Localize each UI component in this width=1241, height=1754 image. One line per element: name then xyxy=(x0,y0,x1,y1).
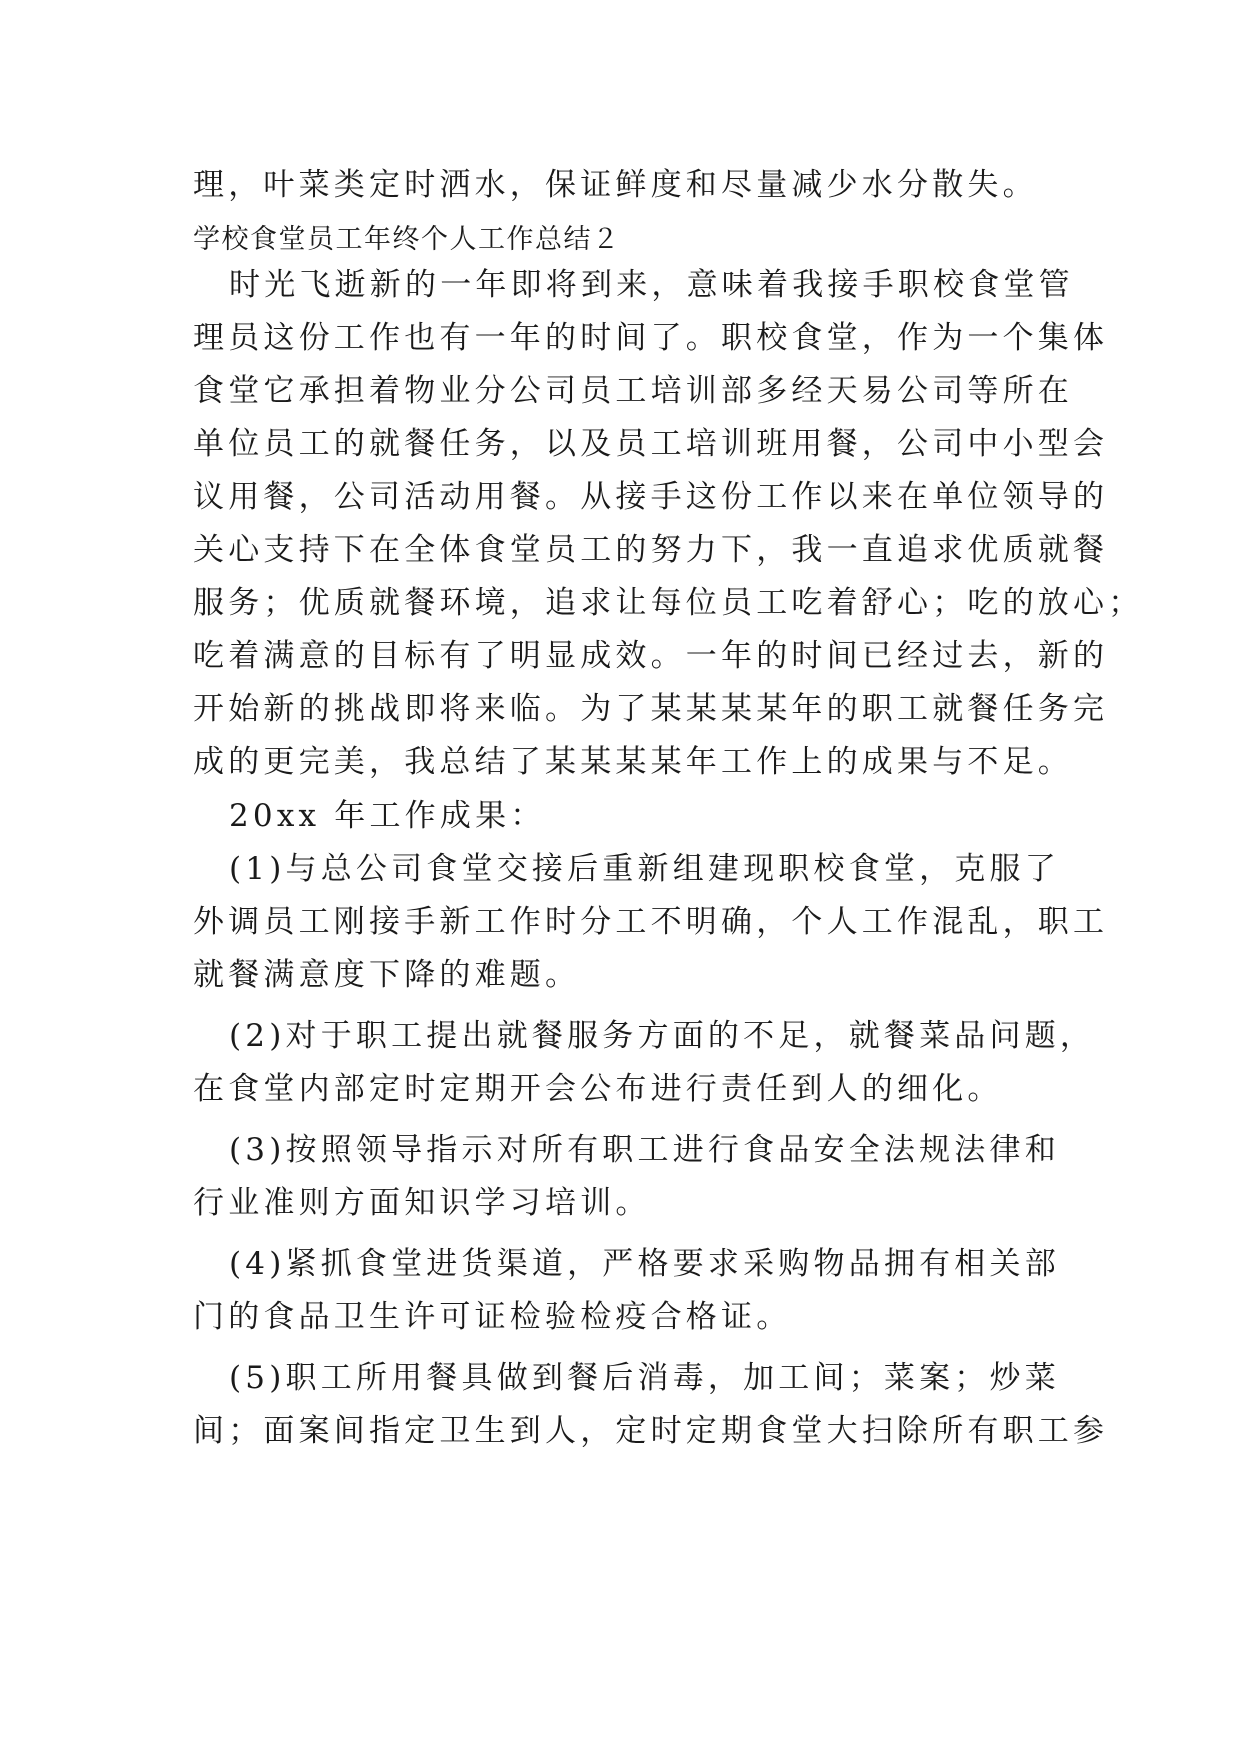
paragraph-line: 单位员工的就餐任务，以及员工培训班用餐，公司中小型会 xyxy=(193,426,1109,462)
paragraph-line: 理员这份工作也有一年的时间了。职校食堂，作为一个集体 xyxy=(193,320,1109,356)
list-item-line: 行业准则方面知识学习培训。 xyxy=(193,1185,651,1221)
list-item-line: 间；面案间指定卫生到人，定时定期食堂大扫除所有职工参 xyxy=(193,1413,1109,1449)
section-title: 学校食堂员工年终个人工作总结２ xyxy=(193,224,621,255)
list-item-line: (3)按照领导指示对所有职工进行食品安全法规法律和 xyxy=(229,1132,1060,1168)
paragraph-line: 开始新的挑战即将来临。为了某某某某年的职工就餐任务完 xyxy=(193,691,1109,727)
paragraph-line: 服务；优质就餐环境，追求让每位员工吃着舒心；吃的放心； xyxy=(193,585,1144,621)
list-item-line: 外调员工刚接手新工作时分工不明确，个人工作混乱，职工 xyxy=(193,904,1109,940)
list-item-line: 就餐满意度下降的难题。 xyxy=(193,957,581,993)
paragraph-line: 时光飞逝新的一年即将到来，意味着我接手职校食堂管 xyxy=(229,267,1074,303)
list-item-line: (2)对于职工提出就餐服务方面的不足，就餐菜品问题， xyxy=(229,1018,1096,1054)
paragraph-line: 成的更完美，我总结了某某某某年工作上的成果与不足。 xyxy=(193,744,1073,780)
list-item-line: (5)职工所用餐具做到餐后消毒，加工间；菜案；炒菜 xyxy=(229,1360,1060,1396)
paragraph-line: 食堂它承担着物业分公司员工培训部多经天易公司等所在 xyxy=(193,373,1073,409)
list-item-line: (1)与总公司食堂交接后重新组建现职校食堂，克服了 xyxy=(229,851,1060,887)
paragraph-line: 吃着满意的目标有了明显成效。一年的时间已经过去，新的 xyxy=(193,638,1109,674)
list-item-line: (4)紧抓食堂进货渠道，严格要求采购物品拥有相关部 xyxy=(229,1246,1060,1282)
achievements-heading: 20xx 年工作成果： xyxy=(229,798,546,834)
continuation-line: 理，叶菜类定时洒水，保证鲜度和尽量减少水分散失。 xyxy=(193,167,1038,203)
list-item-line: 门的食品卫生许可证检验检疫合格证。 xyxy=(193,1299,792,1335)
paragraph-line: 关心支持下在全体食堂员工的努力下，我一直追求优质就餐 xyxy=(193,532,1109,568)
paragraph-line: 议用餐，公司活动用餐。从接手这份工作以来在单位领导的 xyxy=(193,479,1109,515)
list-item-line: 在食堂内部定时定期开会公布进行责任到人的细化。 xyxy=(193,1071,1003,1107)
